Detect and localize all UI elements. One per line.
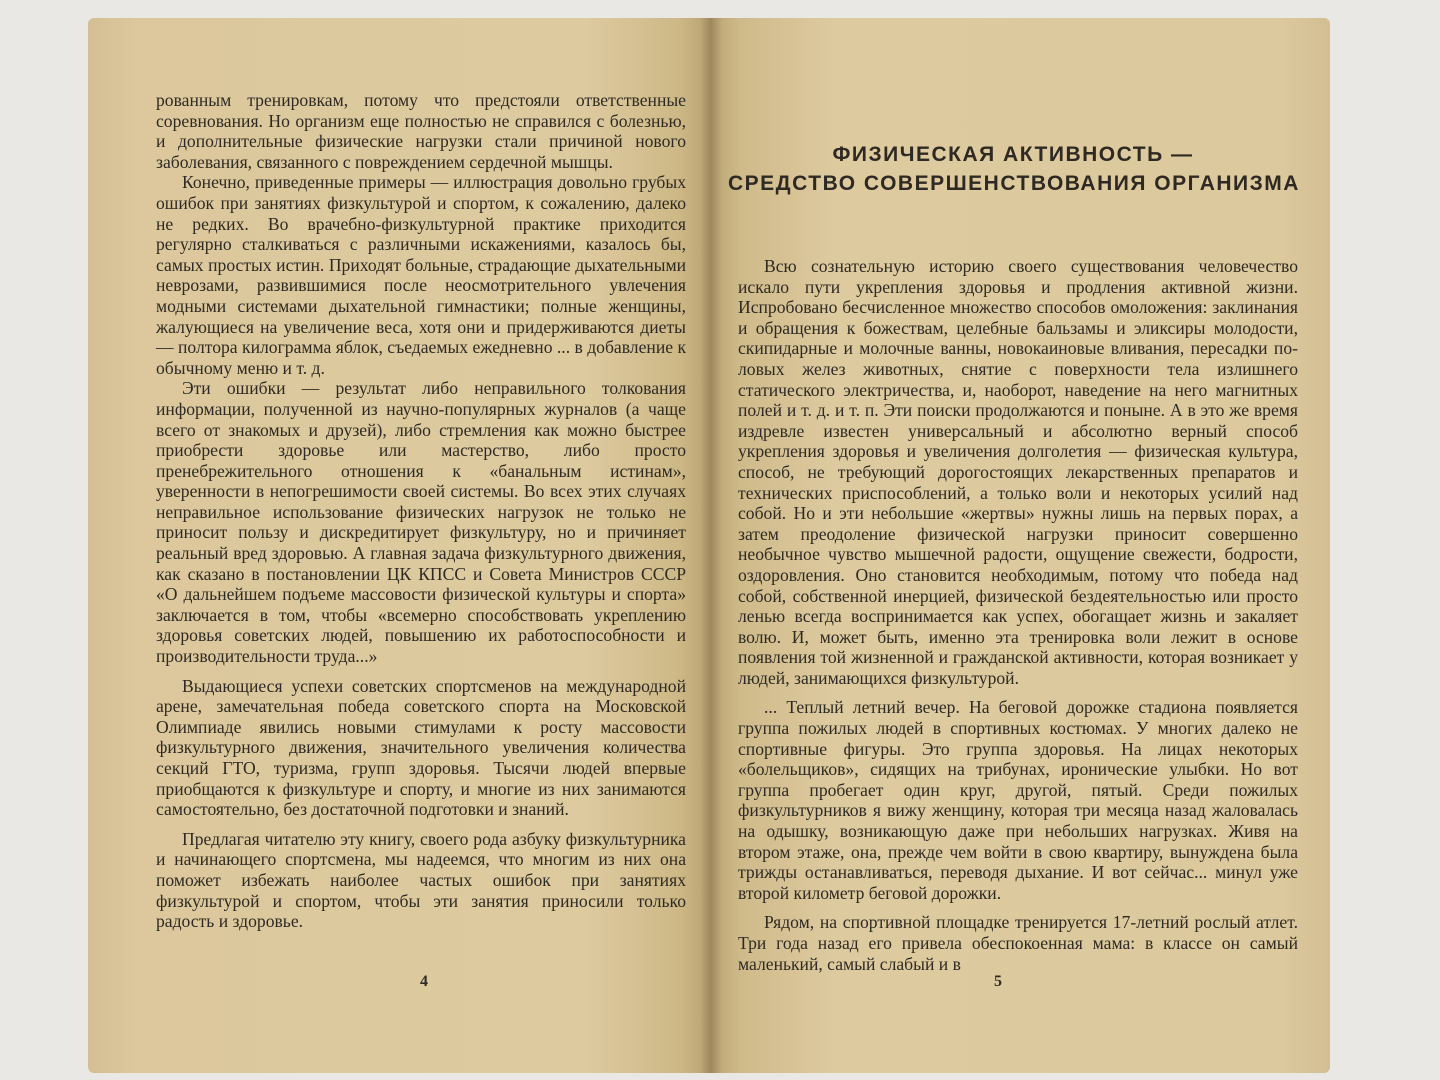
- page-number: 4: [420, 973, 428, 990]
- left-page-text: [156, 90, 686, 932]
- paragraph: Всю сознательную историю своего существования человечество искало пути укрепления здоровья и продления активной жизни. Испробовано бесчисленное множество способов омоложения: заклинания и обращения к божествам, целебные бальзамы и эликсиры молодости, скипидарные и молочные ванны, новокаиновые вливания, пересадки половых желез животных, снятие с поверхности тела излишнего статического электричества, и, наоборот, наведение на него магнитных полей и т. д. и т. п. Эти поиски продолжаются и поныне. А в это же время издревле известен универсальный и абсолютно верный способ укрепления здоровья и увеличения долголетия — физическая культура, способ, не требующий дорогостоящих лекарственных препаратов и технических приспособлений, а только воли и некоторых усилий над собой. Но и эти небольшие «жертвы» нужны лишь на первых порах, а затем преодоление физической нагрузки приносит совершенно необычное чувство мышечной радости, ощущение свежести, бодрости, оздоровления. Оно становится необходимым, потому что победа над собой, собственной инерцией, физической бездеятельностью или просто ленью всегда воспринимается как успех, обогащает жизнь и закаляет волю. И, может быть, именно эта тренировка воли лежит в основе появления той жизненной и гражданской активности, которая возникает у людей, занимающихся физкультурой.: [738, 256, 1298, 688]
- chapter-heading: [728, 140, 1298, 198]
- chapter-heading-line: ФИЗИЧЕСКАЯ АКТИВНОСТЬ —: [832, 143, 1194, 166]
- left-page: [88, 18, 710, 1073]
- right-page: [710, 18, 1330, 1073]
- chapter-heading-line: СРЕДСТВО СОВЕРШЕНСТВОВАНИЯ ОРГАНИЗМА: [728, 172, 1300, 195]
- right-page-text: [738, 256, 1298, 974]
- paragraph: Рядом, на спортивной площадке тренируется 17-летний рослый атлет. Три года назад его привела обеспокоенная мама: в классе он самый маленький, самый слабый и в: [738, 912, 1298, 974]
- paragraph: Предлагая читателю эту книгу, своего рода азбуку физкультурника и начинающего спортсмена, мы надеемся, что многим из них она поможет избежать наиболее частых ошибок при занятиях физкультурой и спортом, чтобы эти занятия приносили только радость и здоровье.: [156, 828, 686, 932]
- paragraph: Эти ошибки — результат либо неправильного толкования информации, полученной из научно-популярных журналов (а чаще всего от знакомых и друзей), либо стремления как можно быстрее приобрести здоровье или мастерство, либо просто пренебрежительного отношения к «банальным истинам», уверенности в непогрешимости своей системы. Во всех этих случаях неправильное использование физических нагрузок не только не приносит пользу и дискредитирует физкультуру, но и причиняет реальный вред здоровью. А главная задача физкультурного движения, как сказано в постановлении ЦК КПСС и Совета Министров СССР «О дальнейшем подъеме массовости физической культуры и спорта» заключается в том, чтобы «всемерно способствовать укреплению здоровья советских людей, повышению их работоспособности и производительности труда...»: [156, 378, 686, 667]
- page-number: 5: [994, 973, 1002, 990]
- paragraph: рованным тренировкам, потому что предстояли ответственные соревнования. Но организм еще полностью не справился с болезнью, и дополнительные физические нагрузки стали причиной нового заболевания, связанного с повреждением сердечной мышцы.: [156, 90, 686, 172]
- paragraph: Конечно, приведенные примеры — иллюстрация довольно грубых ошибок при занятиях физкультурой и спортом, к сожалению, далеко не редких. Во врачебно-физкультурной практике приходится регулярно сталкиваться с различными искажениями, казалось бы, самых простых истин. Приходят больные, страдающие дыхательными неврозами, развившимися после неосмотрительного увлечения модными системами дыхательной гимнастики; полные женщины, жалующиеся на увеличение веса, хотя они и придерживаются диеты — полтора килограмма яблок, съедаемых ежедневно ... в добавление к обычному меню и т. д.: [156, 172, 686, 378]
- paragraph: ... Теплый летний вечер. На беговой дорожке стадиона появляется группа пожилых людей в спортивных костюмах. У многих далеко не спортивные фигуры. Это группа здоровья. На лицах некоторых «болельщиков», сидящих на трибунах, иронические улыбки. Но вот группа пробегает один круг, другой, пятый. Среди пожилых физкультурников я вижу женщину, которая три месяца назад жаловалась на одышку, возникающую даже при небольших нагрузках. Живя на втором этаже, она, прежде чем войти в свою квартиру, вынуждена была трижды останавливаться, переводя дыхание. И вот сейчас... минул уже второй километр беговой дорожки.: [738, 697, 1298, 903]
- paragraph: Выдающиеся успехи советских спортсменов на международной арене, замечательная победа советского спорта на Московской Олимпиаде явились новыми стимулами к росту массовости физкультурного движения, значительного увеличения количества секций ГТО, туризма, групп здоровья. Тысячи людей впервые приобщаются к физкультуре и спорту, и многие из них занимаются самостоятельно, без достаточной подготовки и знаний.: [156, 675, 686, 820]
- open-book: [88, 18, 1330, 1073]
- book-spine: [700, 18, 722, 1073]
